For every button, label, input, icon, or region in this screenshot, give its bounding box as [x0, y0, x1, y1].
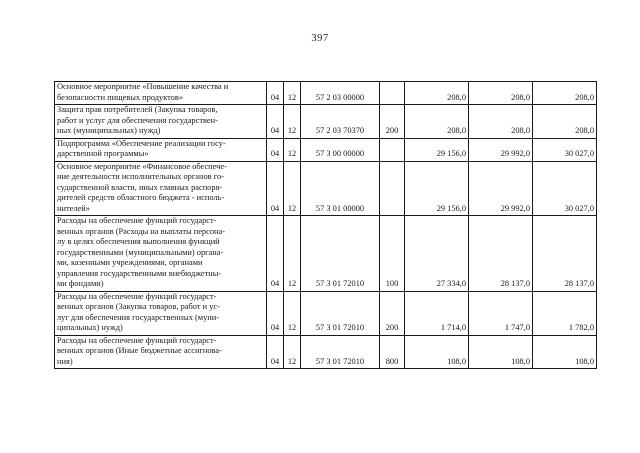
cell-amount-year-2: 29 992,0	[469, 138, 533, 161]
cell-section: 04	[267, 105, 284, 139]
expense-name-line: Расходы на обеспечение функций государст-	[57, 216, 217, 225]
expense-name-line: безопасности пищевых продуктов»	[57, 92, 184, 102]
table-row	[55, 291, 597, 335]
cell-section: 04	[267, 216, 284, 292]
cell-subsection: 12	[284, 82, 301, 105]
cell-amount-year-2: 108,0	[469, 335, 533, 369]
table-row	[55, 105, 597, 139]
expense-name-line: ципальных) нужд)	[57, 323, 123, 332]
cell-expense-name	[55, 105, 267, 139]
expense-name-line: Расходы на обеспечение функций государст-	[57, 291, 217, 301]
table-row	[55, 335, 597, 369]
cell-subsection: 12	[284, 216, 301, 292]
cell-amount-year-1: 108,0	[405, 335, 469, 369]
cell-target-article: 57 3 00 00000	[301, 138, 380, 161]
cell-amount-year-3: 208,0	[533, 82, 597, 105]
cell-section: 04	[267, 335, 284, 369]
expense-name-line: управления государственными внебюджетны-	[57, 268, 222, 278]
expense-name-line: ние деятельности исполнительных органов го-	[57, 172, 224, 181]
cell-amount-year-3: 108,0	[533, 335, 597, 369]
cell-target-article: 57 3 01 72010	[301, 335, 380, 369]
cell-amount-year-1: 1 714,0	[405, 291, 469, 335]
expense-name-line: ния)	[57, 356, 73, 366]
cell-section: 04	[267, 291, 284, 335]
cell-target-article: 57 2 03 00000	[301, 82, 380, 105]
cell-amount-year-1: 208,0	[405, 105, 469, 139]
expense-name-line: Подпрограмма «Обеспечение реализации госу-	[57, 138, 226, 148]
cell-expense-type	[380, 161, 405, 216]
expense-name-line: нителей»	[57, 203, 90, 213]
table-body	[55, 82, 597, 369]
expense-name-line: работ и услуг для обеспечения государствен-	[57, 115, 218, 125]
expense-name-line: Расходы на обеспечение функций государст-	[57, 335, 217, 345]
cell-subsection: 12	[284, 105, 301, 139]
cell-amount-year-3: 1 782,0	[533, 291, 597, 335]
expense-name-line: Основное мероприятие «Повышение качества и	[57, 82, 229, 91]
cell-amount-year-2: 28 137,0	[469, 216, 533, 292]
cell-target-article: 57 2 03 70370	[301, 105, 380, 139]
cell-expense-type: 100	[380, 216, 405, 292]
expense-name-line: венных органов (Иные бюджетные ассигнова-	[57, 346, 222, 355]
table-row	[55, 82, 597, 105]
expense-name-line: луг для обеспечения государственных (муни-	[57, 312, 220, 322]
page-number: 397	[311, 33, 329, 44]
cell-expense-type: 200	[380, 291, 405, 335]
expense-name-line: ных (муниципальных) нужд)	[57, 126, 161, 135]
cell-amount-year-2: 1 747,0	[469, 291, 533, 335]
cell-amount-year-3: 30 027,0	[533, 161, 597, 216]
expense-name-line: лу в целях обеспечения выполнения функций	[57, 237, 220, 246]
cell-amount-year-3: 208,0	[533, 105, 597, 139]
cell-target-article: 57 3 01 00000	[301, 161, 380, 216]
cell-amount-year-2: 29 992,0	[469, 161, 533, 216]
cell-target-article: 57 3 01 72010	[301, 216, 380, 292]
expense-name-line: венных органов (Закупка товаров, работ и ус-	[57, 302, 220, 311]
expense-name-line: венных органов (Расходы на выплаты персона-	[57, 226, 226, 236]
expense-name-line: ми фондами)	[57, 279, 104, 288]
expense-name-line: государственными (муниципальными) органа-	[57, 247, 224, 257]
table-row	[55, 161, 597, 216]
cell-amount-year-1: 208,0	[405, 82, 469, 105]
cell-subsection: 12	[284, 291, 301, 335]
cell-subsection: 12	[284, 335, 301, 369]
expense-name-line: Основное мероприятие «Финансовое обеспече-	[57, 161, 227, 171]
cell-target-article: 57 3 01 72010	[301, 291, 380, 335]
cell-amount-year-1: 27 334,0	[405, 216, 469, 292]
cell-expense-type: 800	[380, 335, 405, 369]
cell-subsection: 12	[284, 138, 301, 161]
cell-expense-name	[55, 138, 267, 161]
cell-amount-year-2: 208,0	[469, 105, 533, 139]
cell-expense-name	[55, 335, 267, 369]
expense-name-line: дителей средств областного бюджета - исполь-	[57, 193, 225, 202]
expense-name-line: дарственной программы»	[57, 149, 149, 158]
cell-subsection: 12	[284, 161, 301, 216]
cell-expense-name	[55, 161, 267, 216]
cell-section: 04	[267, 138, 284, 161]
cell-expense-type	[380, 138, 405, 161]
cell-expense-type: 200	[380, 105, 405, 139]
cell-expense-name	[55, 291, 267, 335]
cell-amount-year-3: 28 137,0	[533, 216, 597, 292]
cell-amount-year-3: 30 027,0	[533, 138, 597, 161]
expense-name-line: сударственной власти, иных главных распоря-	[57, 182, 223, 192]
cell-expense-name	[55, 216, 267, 292]
table-row	[55, 216, 597, 292]
budget-table	[54, 81, 597, 369]
table-row	[55, 138, 597, 161]
cell-section: 04	[267, 161, 284, 216]
cell-expense-name	[55, 82, 267, 105]
cell-amount-year-1: 29 156,0	[405, 138, 469, 161]
expense-name-line: ми, казенными учреждениями, органами	[57, 258, 203, 267]
cell-amount-year-1: 29 156,0	[405, 161, 469, 216]
cell-expense-type	[380, 82, 405, 105]
cell-amount-year-2: 208,0	[469, 82, 533, 105]
expense-name-line: Защита прав потребителей (Закупка товаров,	[57, 105, 218, 114]
cell-section: 04	[267, 82, 284, 105]
